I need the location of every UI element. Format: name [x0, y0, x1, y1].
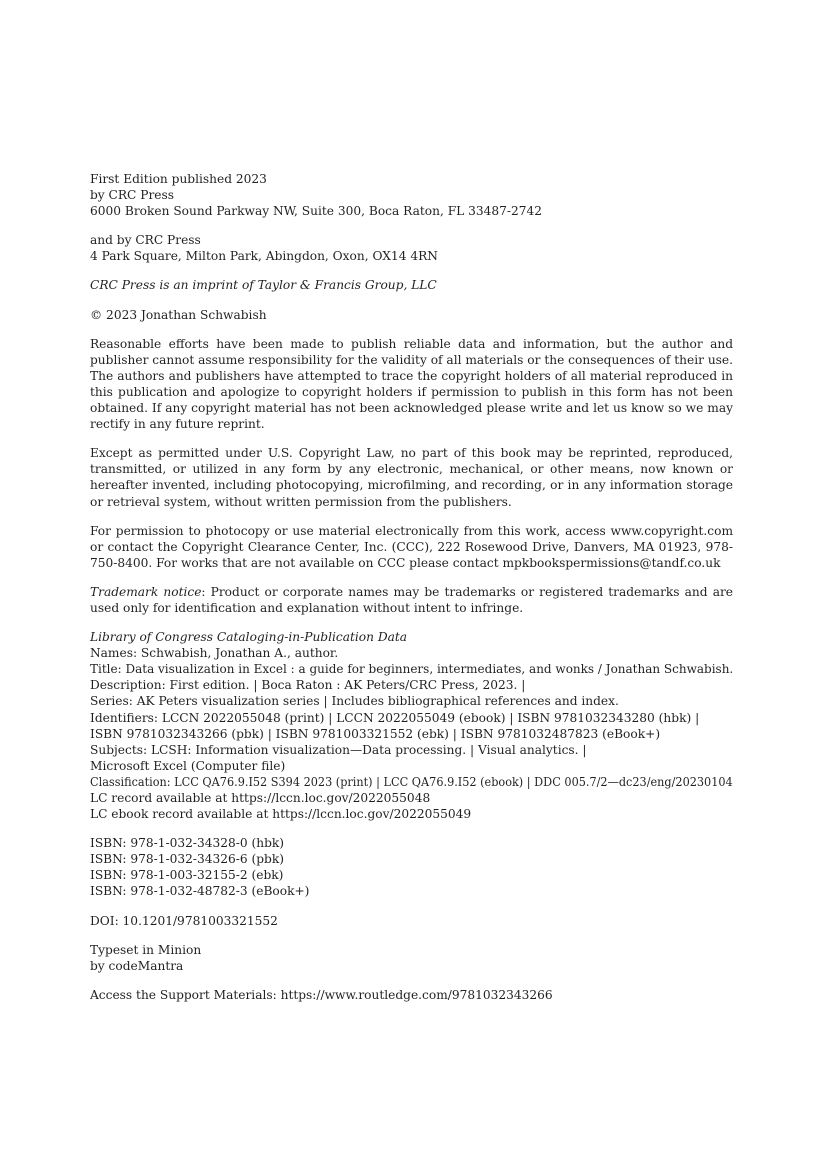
- second-publisher-address: 4 Park Square, Milton Park, Abingdon, Oxon, OX14 4RN: [90, 249, 438, 264]
- cip-data: [90, 629, 733, 822]
- publisher-line: by CRC Press: [90, 188, 175, 203]
- cip-line: Subjects: LCSH: Information visualization—Data processing. | Visual analytics. |: [90, 742, 587, 757]
- imprint-statement: CRC Press is an imprint of Taylor & Francis Group, LLC: [90, 278, 437, 293]
- isbn-line: ISBN: 978-1-032-48782-3 (eBook+): [90, 884, 310, 899]
- disclaimer-paragraph: Reasonable efforts have been made to publish reliable data and information, but the author and publisher cannot assume responsibility for the validity of all materials or the consequences of their use. The authors and publishers have attempted to trace the copyright holders of all material reproduced in this publication and apologize to copyright holders if permission to publish in this form has not been obtained. If any copyright material has not been acknowledged please write and let us know so we may rectify in any future reprint.: [90, 336, 734, 432]
- cip-line: LC record available at https://lccn.loc.gov/2022055048: [90, 791, 431, 805]
- cip-line: Series: AK Peters visualization series | Includes bibliographical references and index.: [90, 694, 619, 709]
- cip-line: LC ebook record available at https://lccn.loc.gov/2022055049: [90, 807, 472, 822]
- isbn-list: [90, 835, 733, 899]
- typeset-info: [90, 942, 733, 974]
- cip-line: Description: First edition. | Boca Raton : AK Peters/CRC Press, 2023. |: [90, 678, 526, 693]
- isbn-line: ISBN: 978-1-032-34326-6 (pbk): [90, 852, 284, 867]
- publication-info: [90, 171, 733, 219]
- permissions-paragraph: For permission to photocopy or use material electronically from this work, access www.copyright.com or contact the Copyright Clearance Center, Inc. (CCC), 222 Rosewood Drive, Danvers, MA 01923, 978-750-8400. For works that are not available on CCC please contact mpkbookspermissions@tandf.co.uk: [90, 523, 733, 570]
- cip-line: Names: Schwabish, Jonathan A., author.: [90, 646, 339, 661]
- typesetter-line: by codeMantra: [90, 958, 184, 973]
- support-materials-line: Access the Support Materials: https://www.routledge.com/9781032343266: [90, 987, 553, 1002]
- cip-line: Title: Data visualization in Excel : a guide for beginners, intermediates, and wonks / Jonathan Schwabish.: [90, 662, 734, 677]
- cip-line: ISBN 9781032343266 (pbk) | ISBN 9781003321552 (ebk) | ISBN 9781032487823 (eBook+): [90, 726, 661, 741]
- second-publisher-line: and by CRC Press: [90, 233, 201, 248]
- cip-line: Identifiers: LCCN 2022055048 (print) | LCCN 2022055049 (ebook) | ISBN 9781032343280 (hbk) |: [90, 710, 700, 725]
- cip-line: Microsoft Excel (Computer file): [90, 758, 286, 773]
- trademark-notice: [90, 584, 733, 616]
- copyright-notice: © 2023 Jonathan Schwabish: [90, 307, 267, 322]
- isbn-line: ISBN: 978-1-032-34328-0 (hbk): [90, 836, 285, 851]
- cip-line: Classification: LCC QA76.9.I52 S394 2023 (print) | LCC QA76.9.I52 (ebook) | DDC 005.7/2—dc23/eng/20230104: [90, 774, 733, 789]
- rights-paragraph: Except as permitted under U.S. Copyright Law, no part of this book may be reprinted, reproduced, transmitted, or utilized in any form by any electronic, mechanical, or other means, now known or hereafter invented, including photocopying, microfilming, and recording, or in any information storage or retrieval system, without written permission from the publishers.: [90, 446, 733, 509]
- second-publisher-info: [90, 232, 733, 264]
- doi-line: DOI: 10.1201/9781003321552: [90, 913, 278, 928]
- trademark-text: : Product or corporate names may be trademarks or registered trademarks and are used only for identification and explanation without intent to infringe.: [90, 584, 733, 615]
- isbn-line: ISBN: 978-1-003-32155-2 (ebk): [90, 868, 284, 883]
- edition-line: First Edition published 2023: [90, 172, 267, 186]
- typeset-line: Typeset in Minion: [90, 942, 202, 957]
- copyright-page: [90, 171, 733, 1016]
- trademark-label: Trademark notice: [90, 584, 202, 599]
- cip-heading: Library of Congress Cataloging-in-Publication Data: [90, 630, 408, 645]
- publisher-address: 6000 Broken Sound Parkway NW, Suite 300, Boca Raton, FL 33487-2742: [90, 204, 543, 219]
